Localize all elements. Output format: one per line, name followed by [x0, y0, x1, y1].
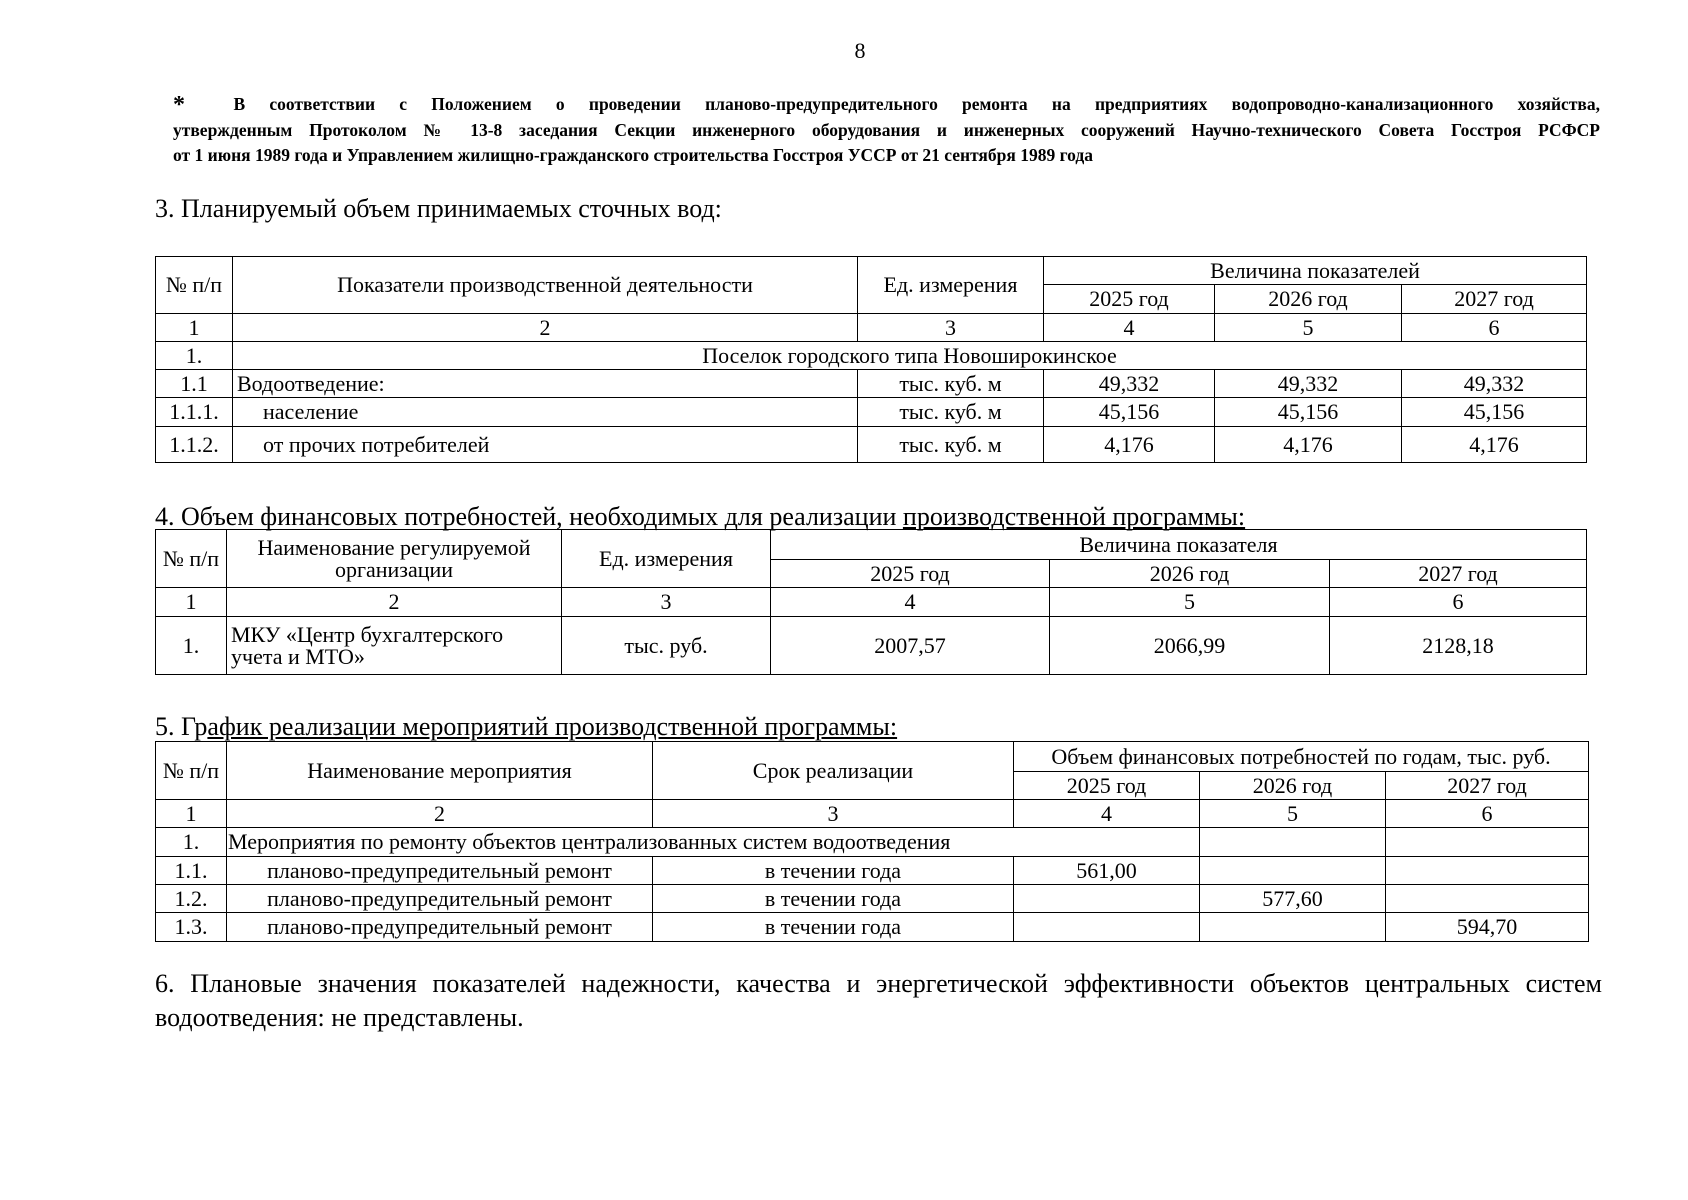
section-4-heading-text: 4. Объем финансовых потребностей, необходимых для реализации: [155, 502, 903, 531]
column-number: 3: [858, 314, 1044, 342]
column-number: 4: [771, 588, 1050, 617]
unit-cell: тыс. куб. м: [858, 398, 1044, 427]
value-cell: 594,70: [1386, 913, 1589, 942]
section-5-heading: [155, 712, 897, 742]
table-header-row: [156, 257, 1587, 285]
value-cell: 49,332: [1044, 370, 1215, 398]
indicator-name: население: [233, 398, 858, 427]
table-row: [156, 617, 1587, 675]
col-header-unit: Ед. измерения: [562, 530, 771, 588]
value-cell: 49,332: [1402, 370, 1587, 398]
value-cell: 577,60: [1200, 885, 1386, 913]
group-row: [156, 828, 1589, 857]
value-cell: 4,176: [1044, 427, 1215, 463]
column-number: 6: [1386, 800, 1589, 828]
column-number-row: [156, 588, 1587, 617]
row-number: 1.3.: [156, 913, 227, 942]
column-number-row: [156, 800, 1589, 828]
col-header-organization: Наименование регулируемой организации: [227, 530, 562, 588]
event-name: планово-предупредительный ремонт: [227, 885, 653, 913]
value-cell: 49,332: [1215, 370, 1402, 398]
value-cell: 45,156: [1044, 398, 1215, 427]
table-row: [156, 398, 1587, 427]
col-header-event: Наименование мероприятия: [227, 742, 653, 800]
column-number: 3: [653, 800, 1014, 828]
column-number: 2: [227, 588, 562, 617]
column-number-row: [156, 314, 1587, 342]
settlement-row: [156, 342, 1587, 370]
value-cell: [1014, 913, 1200, 942]
col-header-year: 2026 год: [1200, 772, 1386, 800]
unit-cell: тыс. руб.: [562, 617, 771, 675]
col-header-year: 2025 год: [1044, 285, 1215, 314]
column-number: 6: [1402, 314, 1587, 342]
section-4-heading: [155, 502, 1245, 532]
row-number: 1.2.: [156, 885, 227, 913]
value-cell: 45,156: [1215, 398, 1402, 427]
column-number: 5: [1050, 588, 1330, 617]
indicator-name: от прочих потребителей: [233, 427, 858, 463]
column-number: 1: [156, 314, 233, 342]
row-number: 1.1.2.: [156, 427, 233, 463]
footnote-line-3: от 1 июня 1989 года и Управлением жилищно-гражданского строительства Госстроя УССР от 21 сентября 1989 года: [173, 145, 1093, 165]
unit-cell: тыс. куб. м: [858, 370, 1044, 398]
value-cell: 4,176: [1402, 427, 1587, 463]
value-cell: [1386, 857, 1589, 885]
column-number: 6: [1330, 588, 1587, 617]
col-header-group: Величина показателя: [771, 530, 1587, 560]
row-number: 1.: [156, 617, 227, 675]
col-header-group: Объем финансовых потребностей по годам, тыс. руб.: [1014, 742, 1589, 772]
wastewater-volume-table: [155, 256, 1587, 463]
event-name: планово-предупредительный ремонт: [227, 913, 653, 942]
col-header-num: № п/п: [156, 742, 227, 800]
col-header-year: 2025 год: [771, 560, 1050, 588]
table-row: [156, 427, 1587, 463]
value-cell: 4,176: [1215, 427, 1402, 463]
column-number: 3: [562, 588, 771, 617]
value-cell: 2128,18: [1330, 617, 1587, 675]
section-5-heading-underlined: афик реализации мероприятий производственной программы:: [207, 712, 898, 741]
page-number: 8: [854, 38, 866, 63]
column-number: 2: [233, 314, 858, 342]
column-number: 1: [156, 588, 227, 617]
term-cell: в течении года: [653, 885, 1014, 913]
col-header-num: № п/п: [156, 530, 227, 588]
settlement-name: Поселок городского типа Новоширокинское: [233, 342, 1587, 370]
financial-needs-table: [155, 529, 1587, 675]
event-group-name: Мероприятия по ремонту объектов централизованных систем водоотведения: [227, 828, 1200, 857]
value-cell: [1014, 885, 1200, 913]
term-cell: в течении года: [653, 857, 1014, 885]
section-3-heading: 3. Планируемый объем принимаемых сточных вод:: [155, 194, 722, 223]
footnote: [173, 92, 1600, 168]
table-header-row: [156, 530, 1587, 560]
column-number: 5: [1200, 800, 1386, 828]
row-number: 1.1.1.: [156, 398, 233, 427]
col-header-group: Величина показателей: [1044, 257, 1587, 285]
column-number: 5: [1215, 314, 1402, 342]
value-cell: 45,156: [1402, 398, 1587, 427]
col-header-indicator: Показатели производственной деятельности: [233, 257, 858, 314]
table-row: [156, 885, 1589, 913]
footnote-line-2: утвержденным Протоколом № 13-8 заседания Секции инженерного оборудования и инженерных сооружений Научно-технического Совета Госстроя РСФСР: [173, 120, 1600, 140]
value-cell: 561,00: [1014, 857, 1200, 885]
footnote-line-1: [173, 92, 1600, 118]
event-name: планово-предупредительный ремонт: [227, 857, 653, 885]
unit-cell: тыс. куб. м: [858, 427, 1044, 463]
col-header-year: 2026 год: [1050, 560, 1330, 588]
row-number: 1.1: [156, 370, 233, 398]
row-number: 1.: [156, 342, 233, 370]
col-header-year: 2027 год: [1330, 560, 1587, 588]
section-4-heading-underlined: производственной программы:: [902, 502, 1246, 531]
row-number: 1.: [156, 828, 227, 857]
value-cell: [1386, 828, 1589, 857]
section-5-heading-text: 5. Гр: [155, 712, 208, 741]
value-cell: [1386, 885, 1589, 913]
table-header-row: [156, 742, 1589, 772]
schedule-table: [155, 741, 1589, 942]
col-header-year: 2027 год: [1386, 772, 1589, 800]
term-cell: в течении года: [653, 913, 1014, 942]
section-6-text: 6. Плановые значения показателей надежности, качества и энергетической эффективности объектов центральных систем водоотведения: не представлены.: [155, 969, 1602, 1032]
organization-name: МКУ «Центр бухгалтерского учета и МТО»: [227, 617, 562, 675]
col-header-year: 2026 год: [1215, 285, 1402, 314]
table-row: [156, 857, 1589, 885]
col-header-year: 2025 год: [1014, 772, 1200, 800]
col-header-unit: Ед. измерения: [858, 257, 1044, 314]
col-header-term: Срок реализации: [653, 742, 1014, 800]
value-cell: [1200, 857, 1386, 885]
row-number: 1.1.: [156, 857, 227, 885]
footnote-marker: *: [173, 92, 185, 118]
table-row: [156, 913, 1589, 942]
column-number: 4: [1044, 314, 1215, 342]
footnote-text-1: В соответствии с Положением о проведении планово-предупредительного ремонта на предприятиях водопроводно-канализационного хозяйства,: [233, 94, 1600, 114]
indicator-name: Водоотведение:: [233, 370, 858, 398]
value-cell: 2066,99: [1050, 617, 1330, 675]
value-cell: 2007,57: [771, 617, 1050, 675]
col-header-year: 2027 год: [1402, 285, 1587, 314]
col-header-num: № п/п: [156, 257, 233, 314]
table-row: [156, 370, 1587, 398]
column-number: 4: [1014, 800, 1200, 828]
value-cell: [1200, 913, 1386, 942]
column-number: 1: [156, 800, 227, 828]
column-number: 2: [227, 800, 653, 828]
value-cell: [1200, 828, 1386, 857]
